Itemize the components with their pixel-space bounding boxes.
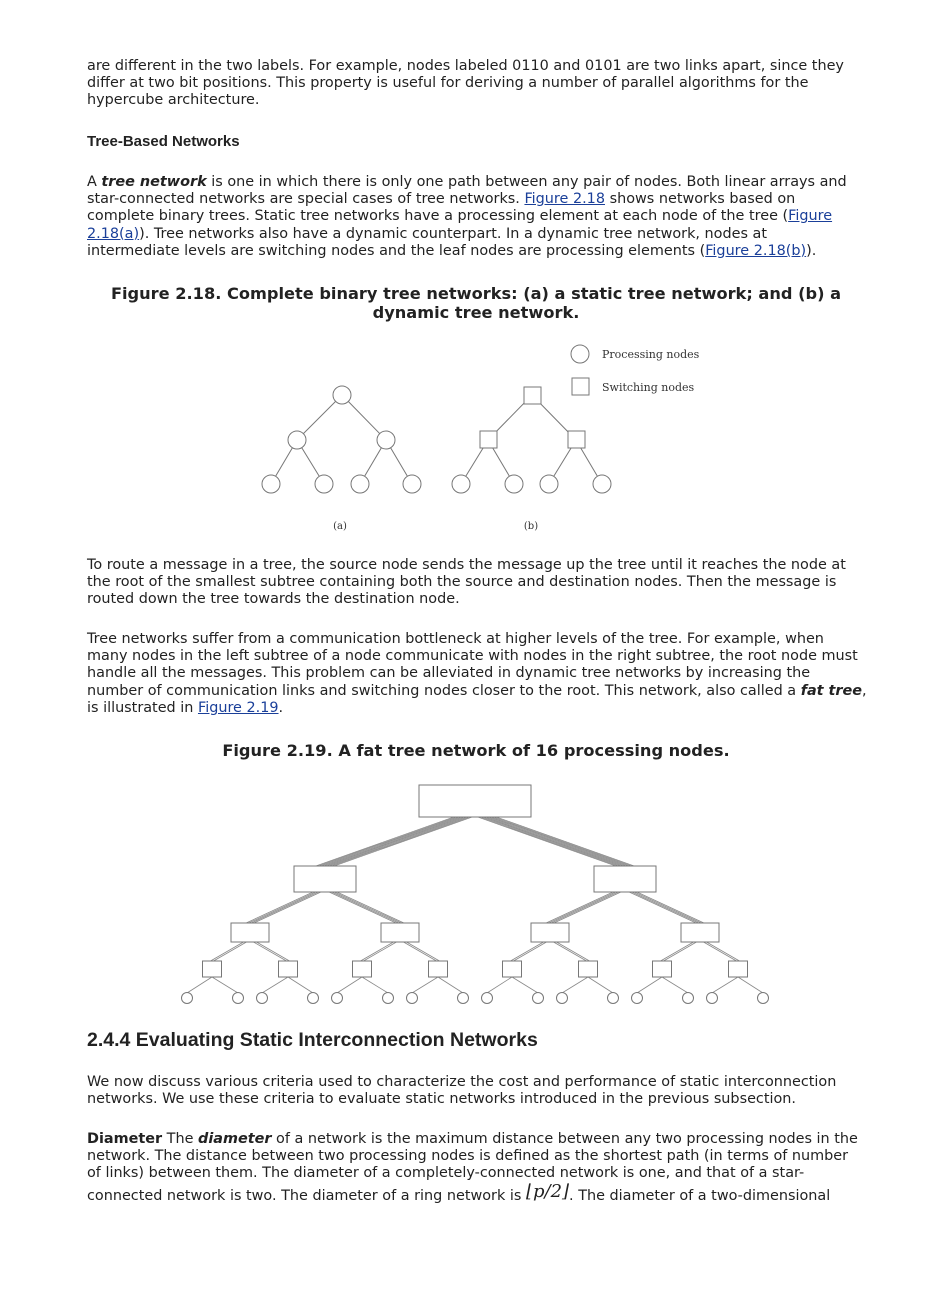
fat-tree-level3-switch [579, 961, 598, 977]
fat-tree-link [554, 892, 621, 923]
fat-tree-level3-switch [353, 961, 372, 977]
fat-tree-link [288, 977, 313, 993]
fat-tree-processing-node [233, 993, 244, 1004]
fat-tree-link [483, 817, 621, 866]
section-244-heading: 2.4.4 Evaluating Static Interconnection Networks [87, 1029, 538, 1051]
term-tree-network: tree network [101, 174, 207, 190]
fat-tree-level3-switch [653, 961, 672, 977]
fat-tree-link [632, 892, 699, 923]
fat-tree-processing-node [332, 993, 343, 1004]
fat-tree-processing-node [383, 993, 394, 1004]
fat-tree-link [551, 892, 618, 923]
fat-tree-processing-node [707, 993, 718, 1004]
fat-tree-link [334, 817, 472, 866]
fat-tree-link [637, 892, 704, 923]
diameter-label: Diameter [87, 1131, 163, 1147]
fat-tree-link [361, 942, 394, 961]
tree-section-heading: Tree-Based Networks [87, 133, 240, 150]
diameter-seg-c: . The diameter of a two-dimensional [569, 1187, 831, 1204]
fat-tree-link [337, 892, 404, 923]
fat-tree-level2-switch [681, 923, 719, 942]
fat-tree-link [496, 817, 634, 866]
fat-tree-link [487, 977, 512, 993]
fat-tree-level3-switch [729, 961, 748, 977]
label-a: (a) [333, 521, 347, 532]
legend-switching-label: Switching nodes [602, 381, 695, 394]
fat-tree-link [246, 892, 313, 923]
tree-p-seg-c: shows networks based on complete binary trees. Static tree networks have a processing element at each node of the tree ( [87, 191, 796, 225]
fat-tree-link [634, 892, 701, 923]
fat-tree-link [249, 892, 316, 923]
intro-text: are different in the two labels. For example, nodes labeled 0110 and 0101 are two links apart, since they differ at two bit positions. This property is useful for deriving a number of parallel algorithms for the hypercube architecture. [87, 58, 844, 109]
fat-tree-level2-switch [231, 923, 269, 942]
fat-tree-link [337, 977, 362, 993]
fat-tree-link [321, 817, 459, 866]
fat-tree-link [251, 892, 318, 923]
fat-tree-link [514, 942, 547, 961]
fat-tree-level1-switch [294, 866, 356, 892]
fat-tree-link [329, 817, 467, 866]
fat-tree-link [262, 977, 288, 993]
link-figure-2-18[interactable]: Figure 2.18 [524, 191, 605, 208]
fat-tree-processing-node [683, 993, 694, 1004]
section-244-heading-wrap [87, 1029, 538, 1052]
fat-tree-link [324, 817, 462, 866]
fat-p-seg-a: Tree networks suffer from a communication bottleneck at higher levels of the tree. For example, when many nodes in the left subtree of a node communicate with nodes in the right subtree, the root node must handle all the messages. This problem can be alleviated in dynamic tree networks by increasing the number of communication links and switching nodes closer to the root. This network, also called a [87, 631, 858, 699]
fat-tree-link [364, 942, 397, 961]
term-diameter: diameter [198, 1131, 272, 1147]
diameter-paragraph [87, 1131, 865, 1205]
fat-tree-processing-node [482, 993, 493, 1004]
fat-tree-processing-node [758, 993, 769, 1004]
fat-tree-link [334, 892, 401, 923]
fat-tree-link [557, 942, 590, 961]
fat-tree-link [212, 977, 238, 993]
fat-tree-level2-switch [531, 923, 569, 942]
fat-tree-processing-node [458, 993, 469, 1004]
fat-tree-level3-switch [203, 961, 222, 977]
fat-tree-link [661, 942, 694, 961]
route-text: To route a message in a tree, the source node sends the message up the tree until it reaches the node at the root of the smallest subtree containing both the source and destination nodes. Then the message is routed down the tree towards the destination node. [87, 557, 846, 608]
fat-tree-processing-node [533, 993, 544, 1004]
fat-tree-link [319, 817, 457, 866]
fat-tree-link [637, 977, 662, 993]
fat-tree-processing-node [308, 993, 319, 1004]
diameter-seg-a: The [162, 1131, 199, 1147]
fat-tree-link [211, 942, 244, 961]
fat-tree-link [404, 942, 437, 961]
fat-tree-link [494, 817, 632, 866]
diameter-seg-b: of a network is the maximum distance between any two processing nodes in the network. The distance between two processing nodes is defined as the shortest path (in terms of number of links) between them. The diameter of a completely-connected network is one, and that of a star-connected network is two. The diameter of a ring network is [87, 1131, 858, 1204]
fat-tree-link [511, 942, 544, 961]
fat-tree-link [512, 977, 538, 993]
fat-tree-link [588, 977, 613, 993]
fat-tree-link [329, 892, 396, 923]
legend-processing-label: Processing nodes [602, 348, 700, 361]
formula-ring-diameter: ⌊p/2⌋ [525, 1180, 570, 1202]
fat-tree-link [362, 977, 388, 993]
fat-tree-processing-node [557, 993, 568, 1004]
fat-tree-link [187, 977, 212, 993]
fat-tree-link [254, 942, 287, 961]
section-244-paragraph [87, 1074, 862, 1108]
fat-tree-link [707, 942, 740, 961]
fat-tree-link [554, 942, 587, 961]
fat-tree-link [326, 817, 464, 866]
fat-tree-link [738, 977, 763, 993]
fat-tree-link [486, 817, 624, 866]
fat-tree-link [254, 892, 321, 923]
fat-tree-link [549, 892, 616, 923]
fat-tree-processing-node [407, 993, 418, 1004]
fat-tree-link [407, 942, 440, 961]
fat-tree-link [332, 817, 470, 866]
figure-2-19-caption: Figure 2.19. A fat tree network of 16 processing nodes. [222, 741, 730, 760]
fat-tree-link [481, 817, 619, 866]
tree-p-seg-d: ). Tree networks also have a dynamic counterpart. In a dynamic tree network, nodes at intermediate levels are switching nodes and the leaf nodes are processing elements ( [87, 225, 768, 259]
fat-tree-link [316, 817, 454, 866]
link-figure-2-19[interactable]: Figure 2.19 [197, 699, 279, 716]
tree-p-seg-a: A [87, 174, 102, 190]
fat-tree-link [562, 977, 588, 993]
fat-tree-processing-node [257, 993, 268, 1004]
fat-tree-link [478, 817, 616, 866]
fat-tree-link [332, 892, 399, 923]
fat-tree-link [214, 942, 247, 961]
tree-p-seg-b: is one in which there is only one path between any pair of nodes. Both linear arrays and star-connected networks are special cases of tree networks. [87, 174, 847, 208]
fat-tree-root-switch [419, 785, 531, 817]
fat-tree-link [257, 942, 290, 961]
fat-tree-level3-switch [279, 961, 298, 977]
fat-p-seg-b: , is illustrated in [87, 682, 867, 716]
fat-tree-level3-switch [429, 961, 448, 977]
fat-tree-level2-switch [381, 923, 419, 942]
fat-tree-link [438, 977, 463, 993]
term-fat-tree: fat tree [800, 682, 863, 699]
link-figure-2-18b[interactable]: Figure 2.18(b) [705, 242, 807, 259]
fat-tree-level3-switch [503, 961, 522, 977]
fat-tree-level1-switch [594, 866, 656, 892]
diameter-text [87, 1131, 865, 1205]
fat-p-seg-c: . [278, 699, 284, 716]
fat-tree-link [412, 977, 438, 993]
link-figure-2-18a[interactable]: Figure 2.18(a) [87, 208, 833, 242]
fat-tree-processing-node [632, 993, 643, 1004]
fat-tree-link [488, 817, 626, 866]
fat-tree-link [704, 942, 737, 961]
fat-tree-link [546, 892, 613, 923]
fat-tree-link [664, 942, 697, 961]
fat-tree-link [662, 977, 688, 993]
fat-tree-link [712, 977, 738, 993]
fat-tree-processing-node [182, 993, 193, 1004]
tree-p-seg-e: ). [806, 242, 817, 259]
label-b: (b) [523, 521, 539, 532]
fat-tree-link [629, 892, 696, 923]
section-244-text: We now discuss various criteria used to characterize the cost and performance of static interconnection networks. We use these criteria to evaluate static networks introduced in the previous subsection. [87, 1074, 837, 1108]
fat-tree-link [491, 817, 629, 866]
figure-2-18-caption: Figure 2.18. Complete binary tree networks: (a) a static tree network; and (b) a dynamic tree network. [110, 284, 842, 322]
fat-tree-processing-node [608, 993, 619, 1004]
